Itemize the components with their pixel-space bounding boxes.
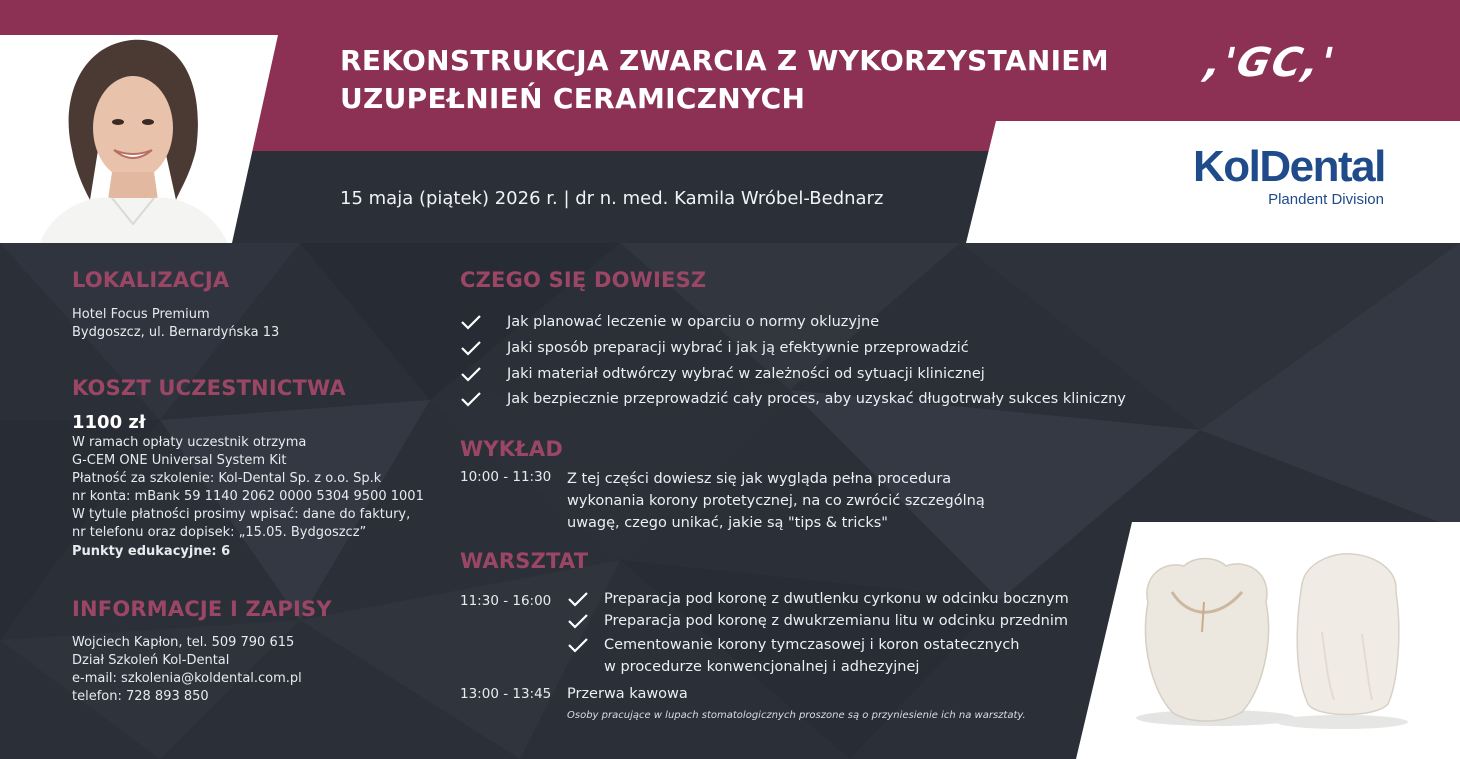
lokalizacja-line-1: Hotel Focus Premium — [72, 307, 210, 322]
event-date-speaker: 15 maja (piątek) 2026 r. | dr n. med. Kamila Wróbel-Bednarz — [340, 188, 884, 209]
warsztat-item — [567, 590, 1087, 610]
czego-item-label: Jaki materiał odtwórczy wybrać w zależności od sytuacji klinicznej — [507, 366, 985, 382]
czego-heading: CZEGO SIĘ DOWIESZ — [460, 268, 707, 292]
speaker-photo — [0, 0, 282, 243]
czego-item — [460, 390, 1126, 410]
koldental-logo-name: KolDental — [1193, 142, 1385, 191]
warsztat-time: 11:30 - 16:00 — [460, 593, 552, 609]
czego-item — [460, 313, 1020, 333]
warsztat-item — [567, 612, 1087, 632]
warsztat-heading: WARSZTAT — [460, 549, 589, 573]
break-label: Przerwa kawowa — [567, 686, 688, 702]
event-title-line-2: UZUPEŁNIEŃ CERAMICZNYCH — [340, 82, 806, 115]
loupes-note: Osoby pracujące w lupach stomatologicznych proszone są o przyniesienie ich na warsztaty. — [567, 710, 1026, 721]
wyklad-time: 10:00 - 11:30 — [460, 469, 552, 485]
warsztat-item-label: Preparacja pod koronę z dwukrzemianu litu w odcinku przednim — [604, 613, 1069, 629]
koszt-line-5: W tytule płatności prosimy wpisać: dane do faktury, — [72, 507, 411, 522]
informacje-line-1: Wojciech Kapłon, tel. 509 790 615 — [72, 635, 295, 650]
warsztat-item-3-continued: w procedurze konwencjonalnej i adhezyjnej — [604, 659, 920, 675]
check-icon — [460, 390, 482, 408]
event-title — [340, 42, 1160, 118]
warsztat-item-label: Preparacja pod koronę z dwutlenku cyrkonu w odcinku bocznym — [604, 591, 1069, 607]
check-icon — [460, 313, 482, 331]
dental-crowns-photo — [1076, 522, 1460, 759]
price: 1100 zł — [72, 412, 146, 433]
koszt-line-6: nr telefonu oraz dopisek: „15.05. Bydgoszcz” — [72, 525, 367, 540]
check-icon — [460, 365, 482, 383]
czego-item — [460, 365, 1020, 385]
check-icon — [567, 612, 589, 630]
wyklad-line-3: uwagę, czego unikać, jakie są "tips & tricks" — [567, 515, 888, 531]
czego-item-label: Jak bezpiecznie przeprowadzić cały proces, aby uzyskać długotrwały sukces kliniczny — [507, 391, 1126, 407]
informacje-heading: INFORMACJE I ZAPISY — [72, 597, 332, 621]
wyklad-heading: WYKŁAD — [460, 437, 564, 461]
koszt-line-1: W ramach opłaty uczestnik otrzyma — [72, 435, 307, 450]
wyklad-line-2: wykonania korony protetycznej, na co zwrócić szczególną — [567, 493, 985, 509]
lokalizacja-line-2: Bydgoszcz, ul. Bernardyńska 13 — [72, 325, 280, 340]
czego-item — [460, 339, 1020, 359]
warsztat-item-label: Cementowanie korony tymczasowej i koron ostatecznych — [604, 637, 1020, 653]
event-title-line-1: REKONSTRUKCJA ZWARCIA Z WYKORZYSTANIEM — [340, 44, 1109, 77]
informacje-email: e-mail: szkolenia@koldental.com.pl — [72, 671, 302, 686]
wyklad-line-1: Z tej części dowiesz się jak wygląda pełna procedura — [567, 471, 952, 487]
informacje-line-2: Dział Szkoleń Kol-Dental — [72, 653, 230, 668]
koszt-line-4: nr konta: mBank 59 1140 2062 0000 5304 9500 1001 — [72, 489, 424, 504]
czego-item-label: Jaki sposób preparacji wybrać i jak ją efektywnie przeprowadzić — [507, 340, 969, 356]
check-icon — [460, 339, 482, 357]
break-time: 13:00 - 13:45 — [460, 686, 552, 702]
koszt-heading: KOSZT UCZESTNICTWA — [72, 376, 346, 400]
koldental-logo-division: Plandent Division — [1268, 191, 1384, 208]
gc-logo: ,'GC,' — [1201, 40, 1340, 86]
koszt-line-3: Płatność za szkolenie: Kol-Dental Sp. z o.o. Sp.k — [72, 471, 382, 486]
koldental-logo — [1193, 142, 1393, 208]
check-icon — [567, 636, 589, 654]
education-points: Punkty edukacyjne: 6 — [72, 544, 231, 559]
lokalizacja-heading: LOKALIZACJA — [72, 268, 230, 292]
koszt-line-2: G-CEM ONE Universal System Kit — [72, 453, 287, 468]
warsztat-item — [567, 636, 1087, 656]
check-icon — [567, 590, 589, 608]
czego-item-label: Jak planować leczenie w oparciu o normy okluzyjne — [507, 314, 880, 330]
informacje-phone: telefon: 728 893 850 — [72, 689, 209, 704]
